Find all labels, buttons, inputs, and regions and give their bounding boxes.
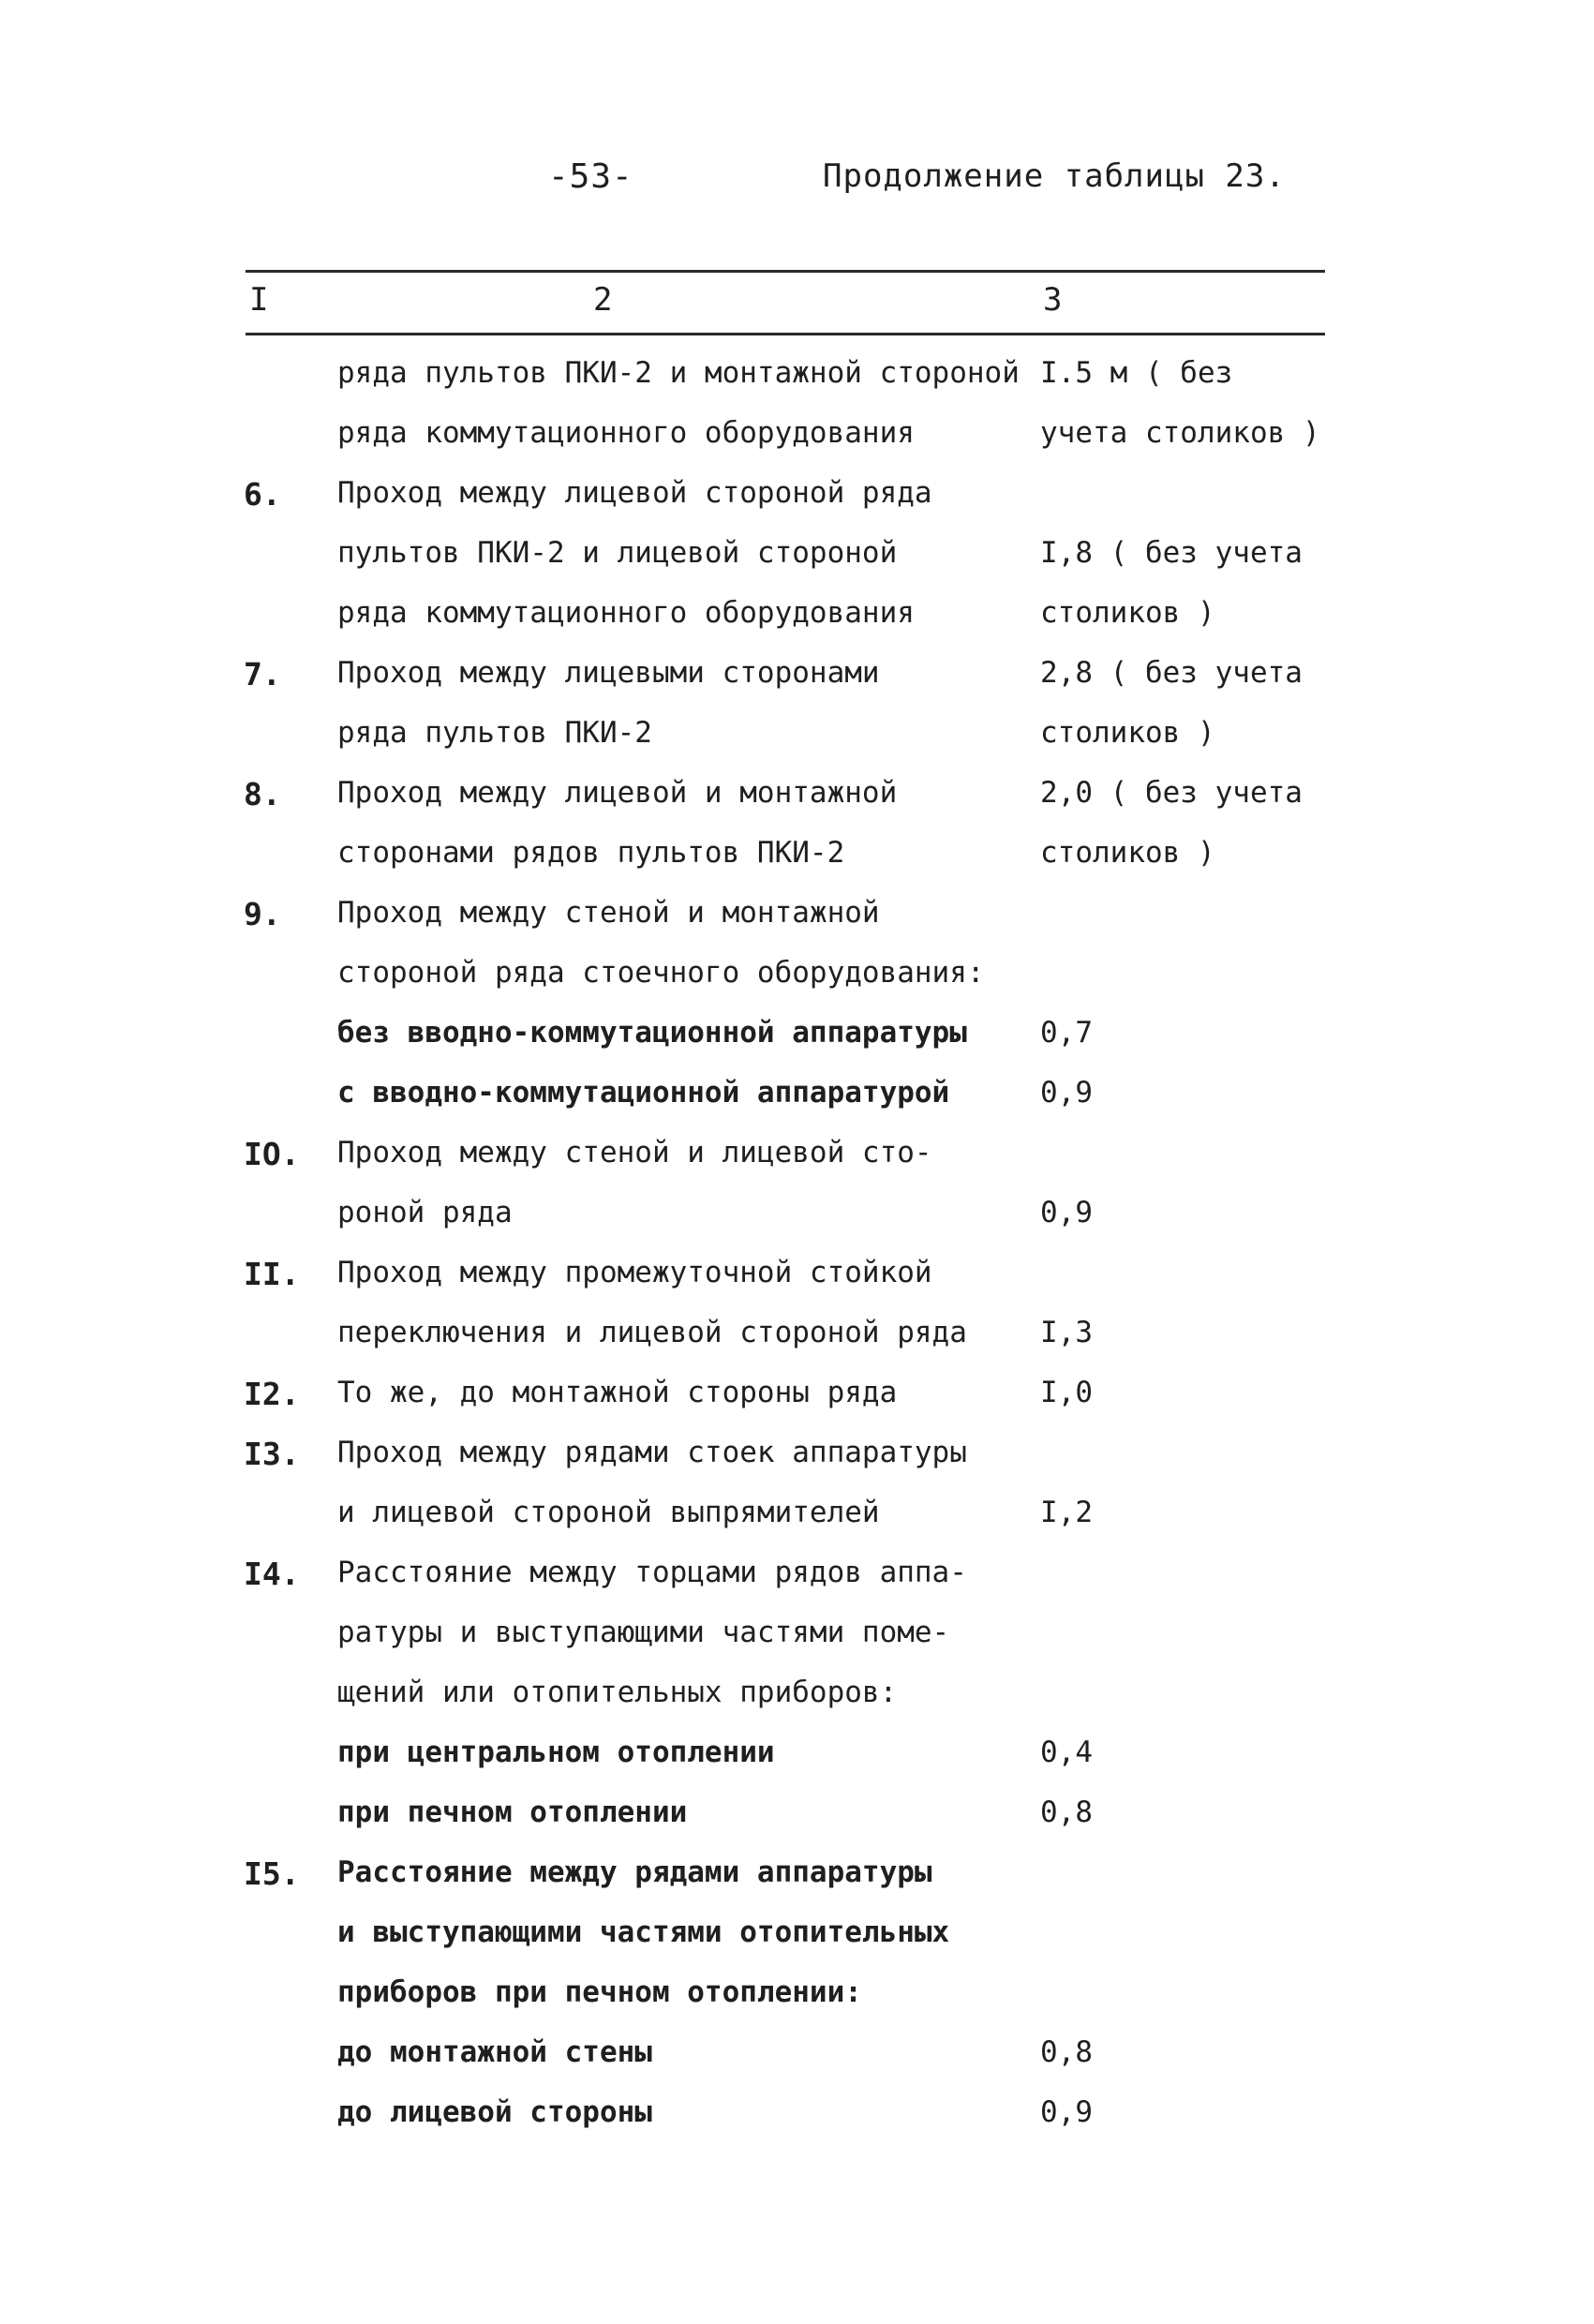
row-number: 7. <box>244 656 281 693</box>
table-row-line <box>0 1846 1594 1906</box>
table-row-line <box>0 1366 1594 1426</box>
row-description: Проход между промежуточной стойкой <box>337 1256 932 1289</box>
table-row-line <box>0 1246 1594 1306</box>
table-row-line <box>0 1126 1594 1186</box>
row-description: при печном отоплении <box>337 1795 688 1829</box>
row-value: учета столиков ) <box>1040 416 1320 450</box>
column-header-2: 2 <box>593 281 613 319</box>
row-value: I,3 <box>1040 1316 1093 1349</box>
row-value: I.5 м ( без <box>1040 356 1233 390</box>
row-description: То же, до монтажной стороны ряда <box>337 1376 898 1409</box>
table-row-line <box>0 767 1594 827</box>
row-number: I3. <box>244 1436 300 1472</box>
table-row-line <box>0 1186 1594 1246</box>
row-description: без вводно-коммутационной аппаратуры <box>337 1016 967 1050</box>
table-row-line <box>0 2026 1594 2086</box>
table-row <box>0 1846 1594 2159</box>
table-row <box>0 347 1594 467</box>
row-description: при центральном отоплении <box>337 1736 775 1769</box>
row-number: I5. <box>244 1855 300 1892</box>
row-description: с вводно-коммутационной аппаратурой <box>337 1076 950 1110</box>
table-row-line <box>0 1306 1594 1366</box>
table-row <box>0 647 1594 767</box>
table-row-line <box>0 1666 1594 1726</box>
row-value: I,8 ( без учета <box>1040 536 1303 570</box>
row-description: Проход между лицевыми сторонами <box>337 656 880 690</box>
page-header <box>0 157 1594 204</box>
row-description: ряда коммутационного оборудования <box>337 416 915 450</box>
table-row-line <box>0 1066 1594 1126</box>
row-description: Проход между рядами стоек аппаратуры <box>337 1436 967 1469</box>
table-top-rule <box>246 270 1325 273</box>
row-value: 0,4 <box>1040 1736 1093 1769</box>
row-description: Проход между стеной и монтажной <box>337 896 880 930</box>
table-header-rule <box>246 333 1325 335</box>
row-value: 2,0 ( без учета <box>1040 776 1303 810</box>
column-header-1: I <box>249 281 269 319</box>
row-description: стороной ряда стоечного оборудования: <box>337 956 985 990</box>
table-row-line <box>0 886 1594 946</box>
row-value: 0,7 <box>1040 1016 1093 1050</box>
row-value: 0,9 <box>1040 1196 1093 1229</box>
table-row-line <box>0 467 1594 527</box>
table-row-line <box>0 1906 1594 1966</box>
row-number: I2. <box>244 1376 300 1412</box>
table-row-line <box>0 1726 1594 1786</box>
row-description: приборов при печном отоплении: <box>337 1975 862 2009</box>
row-value: столиков ) <box>1040 836 1215 870</box>
table-row-line <box>0 1606 1594 1666</box>
row-description: ратуры и выступающими частями поме- <box>337 1616 950 1649</box>
table-row <box>0 1546 1594 1846</box>
row-number: 8. <box>244 776 281 812</box>
table-row-line <box>0 407 1594 467</box>
table-row-line <box>0 587 1594 647</box>
table-row-line <box>0 1006 1594 1066</box>
table-row <box>0 467 1594 647</box>
table-row <box>0 1426 1594 1546</box>
row-description: щений или отопительных приборов: <box>337 1676 898 1709</box>
row-description: ряда пультов ПКИ-2 <box>337 716 652 750</box>
row-value: I,0 <box>1040 1376 1093 1409</box>
row-description: пультов ПКИ-2 и лицевой стороной <box>337 536 898 570</box>
table-row <box>0 767 1594 886</box>
row-value: 0,8 <box>1040 2035 1093 2069</box>
row-value: I,2 <box>1040 1496 1093 1529</box>
row-description: сторонами рядов пультов ПКИ-2 <box>337 836 845 870</box>
row-value: столиков ) <box>1040 596 1215 630</box>
row-description: Проход между лицевой стороной ряда <box>337 476 932 510</box>
table-row <box>0 886 1594 1126</box>
table-row-line <box>0 1966 1594 2026</box>
page-number: -53- <box>548 157 633 196</box>
column-header-3: 3 <box>1043 281 1063 319</box>
table-row-line <box>0 1546 1594 1606</box>
row-description: до лицевой стороны <box>337 2095 652 2129</box>
row-description: и выступающими частями отопительных <box>337 1915 950 1949</box>
table-row <box>0 1246 1594 1366</box>
row-description: Расстояние между рядами аппаратуры <box>337 1855 932 1889</box>
row-description: Расстояние между торцами рядов аппа- <box>337 1556 967 1589</box>
table-row <box>0 1366 1594 1426</box>
row-number: 6. <box>244 476 281 513</box>
table-body <box>0 347 1594 2159</box>
table-row-line <box>0 1786 1594 1846</box>
row-description: ряда коммутационного оборудования <box>337 596 915 630</box>
row-description: переключения и лицевой стороной ряда <box>337 1316 967 1349</box>
row-description: роной ряда <box>337 1196 513 1229</box>
table-row-line <box>0 827 1594 886</box>
row-number: I4. <box>244 1556 300 1592</box>
row-value: 0,9 <box>1040 2095 1093 2129</box>
row-description: ряда пультов ПКИ-2 и монтажной стороной <box>337 356 1020 390</box>
row-number: 9. <box>244 896 281 932</box>
row-value: 0,9 <box>1040 1076 1093 1110</box>
row-value: 2,8 ( без учета <box>1040 656 1303 690</box>
table-row-line <box>0 1486 1594 1546</box>
row-value: 0,8 <box>1040 1795 1093 1829</box>
table-row-line <box>0 647 1594 707</box>
table-row <box>0 1126 1594 1246</box>
row-description: до монтажной стены <box>337 2035 652 2069</box>
table-continuation-title: Продолжение таблицы 23. <box>823 157 1286 195</box>
row-description: Проход между лицевой и монтажной <box>337 776 898 810</box>
row-number: II. <box>244 1256 300 1292</box>
table-row-line <box>0 347 1594 407</box>
row-description: и лицевой стороной выпрямителей <box>337 1496 880 1529</box>
row-description: Проход между стеной и лицевой сто- <box>337 1136 932 1169</box>
table-row-line <box>0 946 1594 1006</box>
table-row-line <box>0 1426 1594 1486</box>
row-number: IO. <box>244 1136 300 1172</box>
table-row-line <box>0 707 1594 767</box>
table-row-line <box>0 2086 1594 2159</box>
table-row-line <box>0 527 1594 587</box>
row-value: столиков ) <box>1040 716 1215 750</box>
